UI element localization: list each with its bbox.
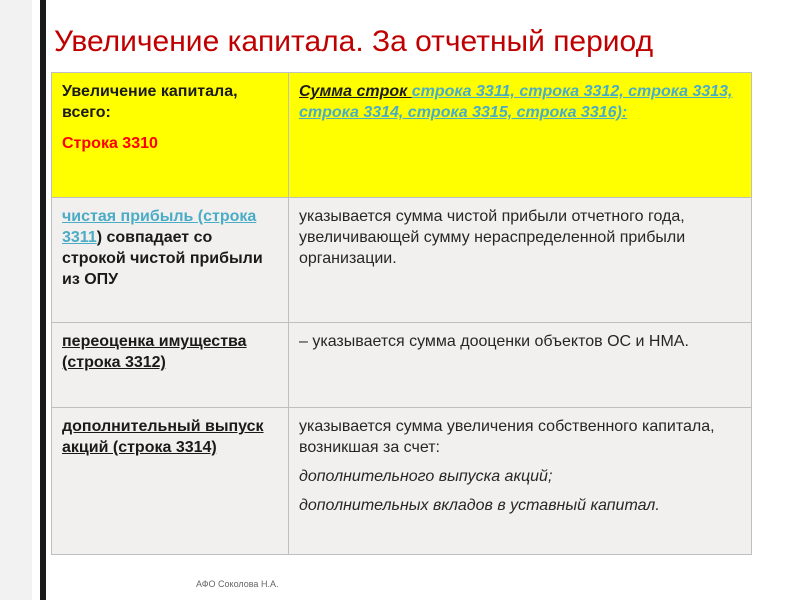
row2-right-cell	[289, 323, 752, 408]
row1-left-teal: чистая прибыль (строка 3311	[62, 208, 257, 246]
table-row	[52, 408, 752, 555]
row3-left-cell	[52, 408, 289, 555]
row3-right-item2: дополнительных вкладов в уставный капитал.	[299, 497, 660, 514]
row3-right-cell	[289, 408, 752, 555]
row1-left-rest: ) совпадает со строкой чистой прибыли из ОПУ	[62, 229, 263, 288]
row3-right-text: указывается сумма увеличения собственного капитала, возникшая за счет:	[299, 418, 715, 456]
row1-left-cell	[52, 198, 289, 323]
table-row	[52, 323, 752, 408]
table-row	[52, 198, 752, 323]
footer-author: АФО Соколова Н.А.	[196, 579, 279, 589]
capital-increase-table	[51, 72, 752, 555]
row2-left-text: переоценка имущества (строка 3312)	[62, 333, 247, 371]
table-header-row	[52, 73, 752, 198]
row3-left-text: дополнительный выпуск акций (строка 3314)	[62, 418, 264, 456]
row2-right-text: – указывается сумма дооценки объектов ОС и НМА.	[299, 333, 689, 350]
header-left-text: Увеличение капитала, всего:	[62, 83, 238, 121]
row1-right-cell	[289, 198, 752, 323]
row3-right-item1: дополнительного выпуска акций;	[299, 468, 553, 485]
header-left-cell	[52, 73, 289, 198]
row2-left-cell	[52, 323, 289, 408]
row1-right-text: указывается сумма чистой прибыли отчетного года, увеличивающей сумму нераспределенной прибыли организации.	[299, 208, 686, 267]
left-vertical-rule	[40, 0, 46, 600]
header-right-lines: строка 3311, строка 3312, строка 3313, строка 3314, строка 3315, строка 3316):	[299, 83, 733, 121]
header-left-line-code: Строка 3310	[62, 135, 158, 152]
header-right-cell	[289, 73, 752, 198]
header-right-prefix: Сумма строк	[299, 83, 412, 100]
slide-title: Увеличение капитала. За отчетный период	[54, 25, 654, 58]
left-side-bar	[0, 0, 32, 600]
